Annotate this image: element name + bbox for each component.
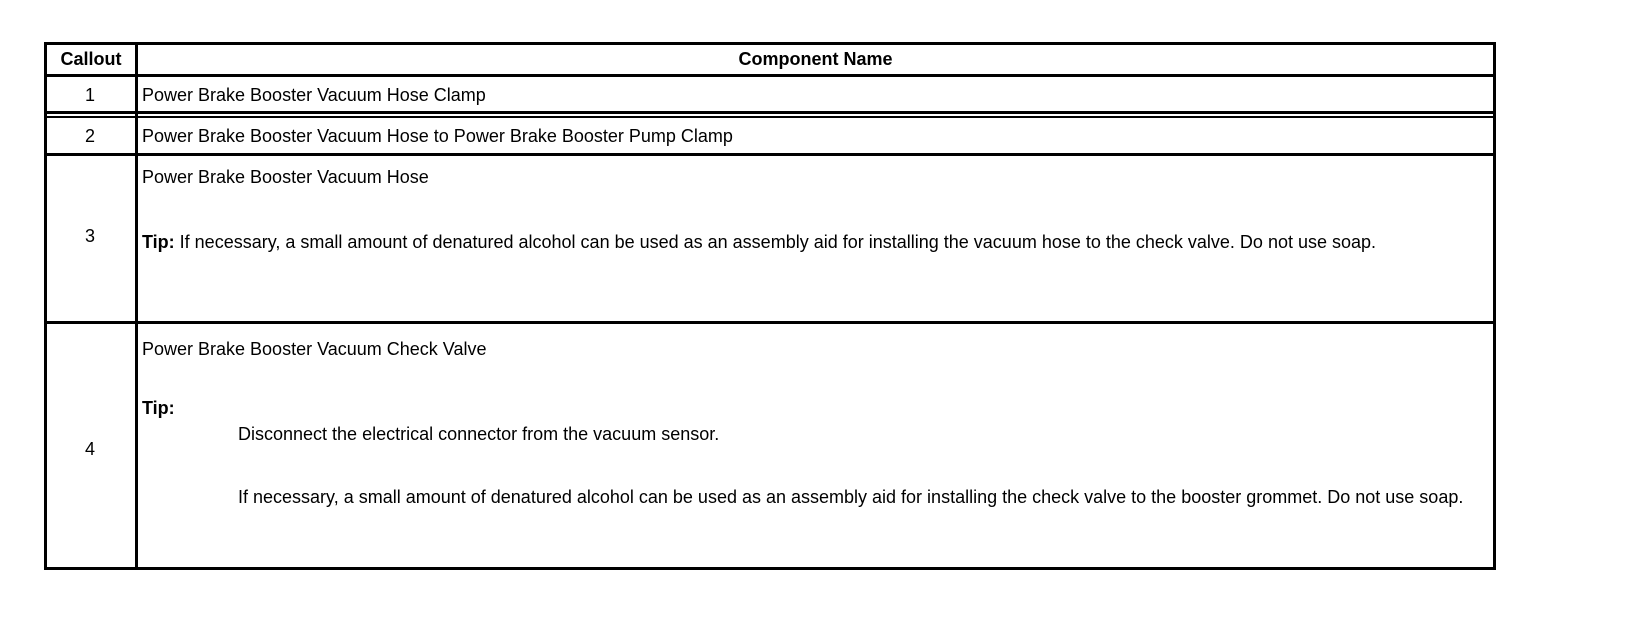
tip-item: Disconnect the electrical connector from the vacuum sensor.: [238, 424, 720, 444]
component-name: Power Brake Booster Vacuum Hose to Power Brake Booster Pump Clamp: [142, 126, 733, 146]
callout-number: 3: [84, 226, 95, 246]
column-divider: [135, 42, 138, 570]
component-name: Power Brake Booster Vacuum Check Valve: [142, 339, 487, 359]
row-rule-3: [44, 321, 1496, 324]
row-rule-1b: [44, 116, 1496, 118]
tip-text: If necessary, a small amount of denatured alcohol can be used as an assembly aid for installing the vacuum hose to the check valve. Do not use soap.: [174, 232, 1377, 252]
callout-number: 2: [84, 126, 95, 146]
header-callout: Callout: [60, 49, 122, 69]
header-component-name: Component Name: [738, 49, 893, 69]
row-rule-1a: [44, 111, 1496, 114]
tip-paragraph: [142, 232, 1482, 253]
callout-number: 4: [84, 439, 95, 459]
tip-label: Tip:: [142, 398, 175, 418]
row-rule-2: [44, 153, 1496, 156]
callout-number: 1: [84, 85, 95, 105]
header-rule: [44, 74, 1496, 77]
component-name: Power Brake Booster Vacuum Hose: [142, 167, 429, 187]
tip-label: Tip:: [142, 232, 175, 252]
tip-item: If necessary, a small amount of denatured alcohol can be used as an assembly aid for installing the check valve to the booster grommet. Do not use soap.: [238, 487, 1464, 507]
component-name: Power Brake Booster Vacuum Hose Clamp: [142, 85, 486, 105]
